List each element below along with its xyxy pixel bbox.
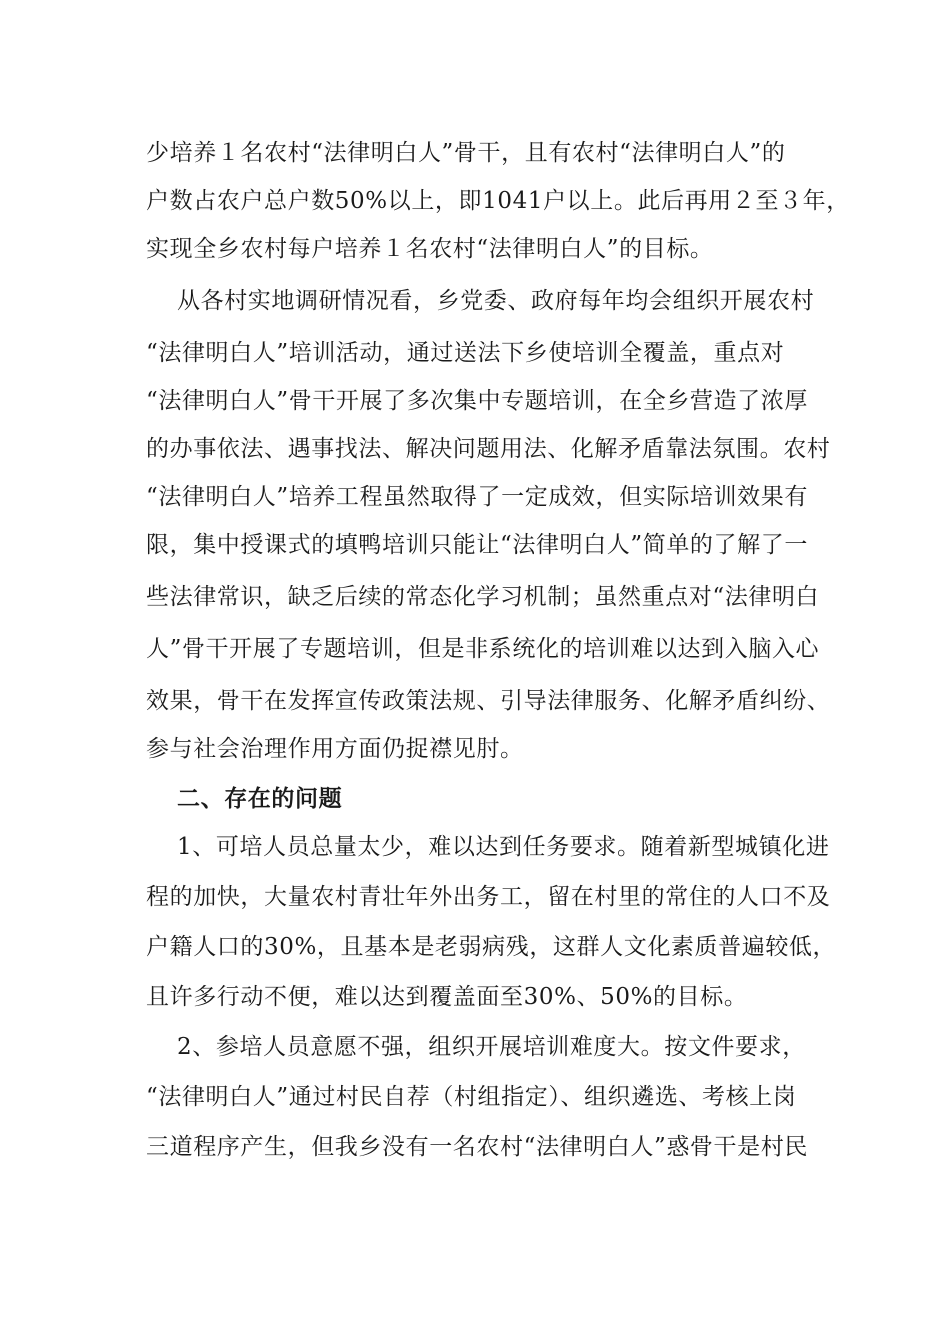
text-line: “法律明白人”培训活动，通过送法下乡使培训全覆盖，重点对 — [146, 340, 785, 366]
text-line: “法律明白人”骨干开展了多次集中专题培训，在全乡营造了浓厚 — [146, 388, 808, 414]
text-line: “法律明白人”通过村民自荐（村组指定）、组织遴选、考核上岗 — [146, 1084, 797, 1110]
text-line: 限，集中授课式的填鸭培训只能让“法律明白人”简单的了解了一 — [146, 532, 808, 558]
text-line: 2、参培人员意愿不强，组织开展培训难度大。按文件要求， — [177, 1034, 806, 1060]
text-line: 从各村实地调研情况看，乡党委、政府每年均会组织开展农村 — [177, 288, 815, 314]
text-line: 1、可培人员总量太少，难以达到任务要求。随着新型城镇化进 — [177, 834, 830, 860]
text-line: 人”骨干开展了专题培训，但是非系统化的培训难以达到入脑入心 — [146, 636, 820, 662]
text-line: 三道程序产生，但我乡没有一名农村“法律明白人”惑骨干是村民 — [146, 1134, 808, 1160]
text-line: 效果，骨干在发挥宣传政策法规、引导法律服务、化解矛盾纠纷、 — [146, 688, 831, 714]
text-line: 参与社会治理作用方面仍捉襟见肘。 — [146, 736, 524, 762]
section-heading: 二、存在的问题 — [177, 785, 343, 812]
text-line: 少培养１名农村“法律明白人”骨干，且有农村“法律明白人”的 — [146, 140, 786, 166]
text-line: 实现全乡农村每户培养１名农村“法律明白人”的目标。 — [146, 236, 714, 262]
text-line: 户数占农户总户数50%以上，即1041户以上。此后再用２至３年， — [146, 188, 850, 214]
text-line: 程的加快，大量农村青壮年外出务工，留在村里的常住的人口不及 — [146, 884, 831, 910]
text-line: 户籍人口的30%，且基本是老弱病残，这群人文化素质普遍较低， — [146, 934, 837, 960]
text-line: 的办事依法、遇事找法、解决问题用法、化解矛盾靠法氛围。农村 — [146, 436, 831, 462]
text-line: 且许多行动不便，难以达到覆盖面至30%、50%的目标。 — [146, 984, 748, 1010]
text-line: “法律明白人”培养工程虽然取得了一定成效，但实际培训效果有 — [146, 484, 808, 510]
text-line: 些法律常识，缺乏后续的常态化学习机制；虽然重点对“法律明白 — [146, 584, 820, 610]
